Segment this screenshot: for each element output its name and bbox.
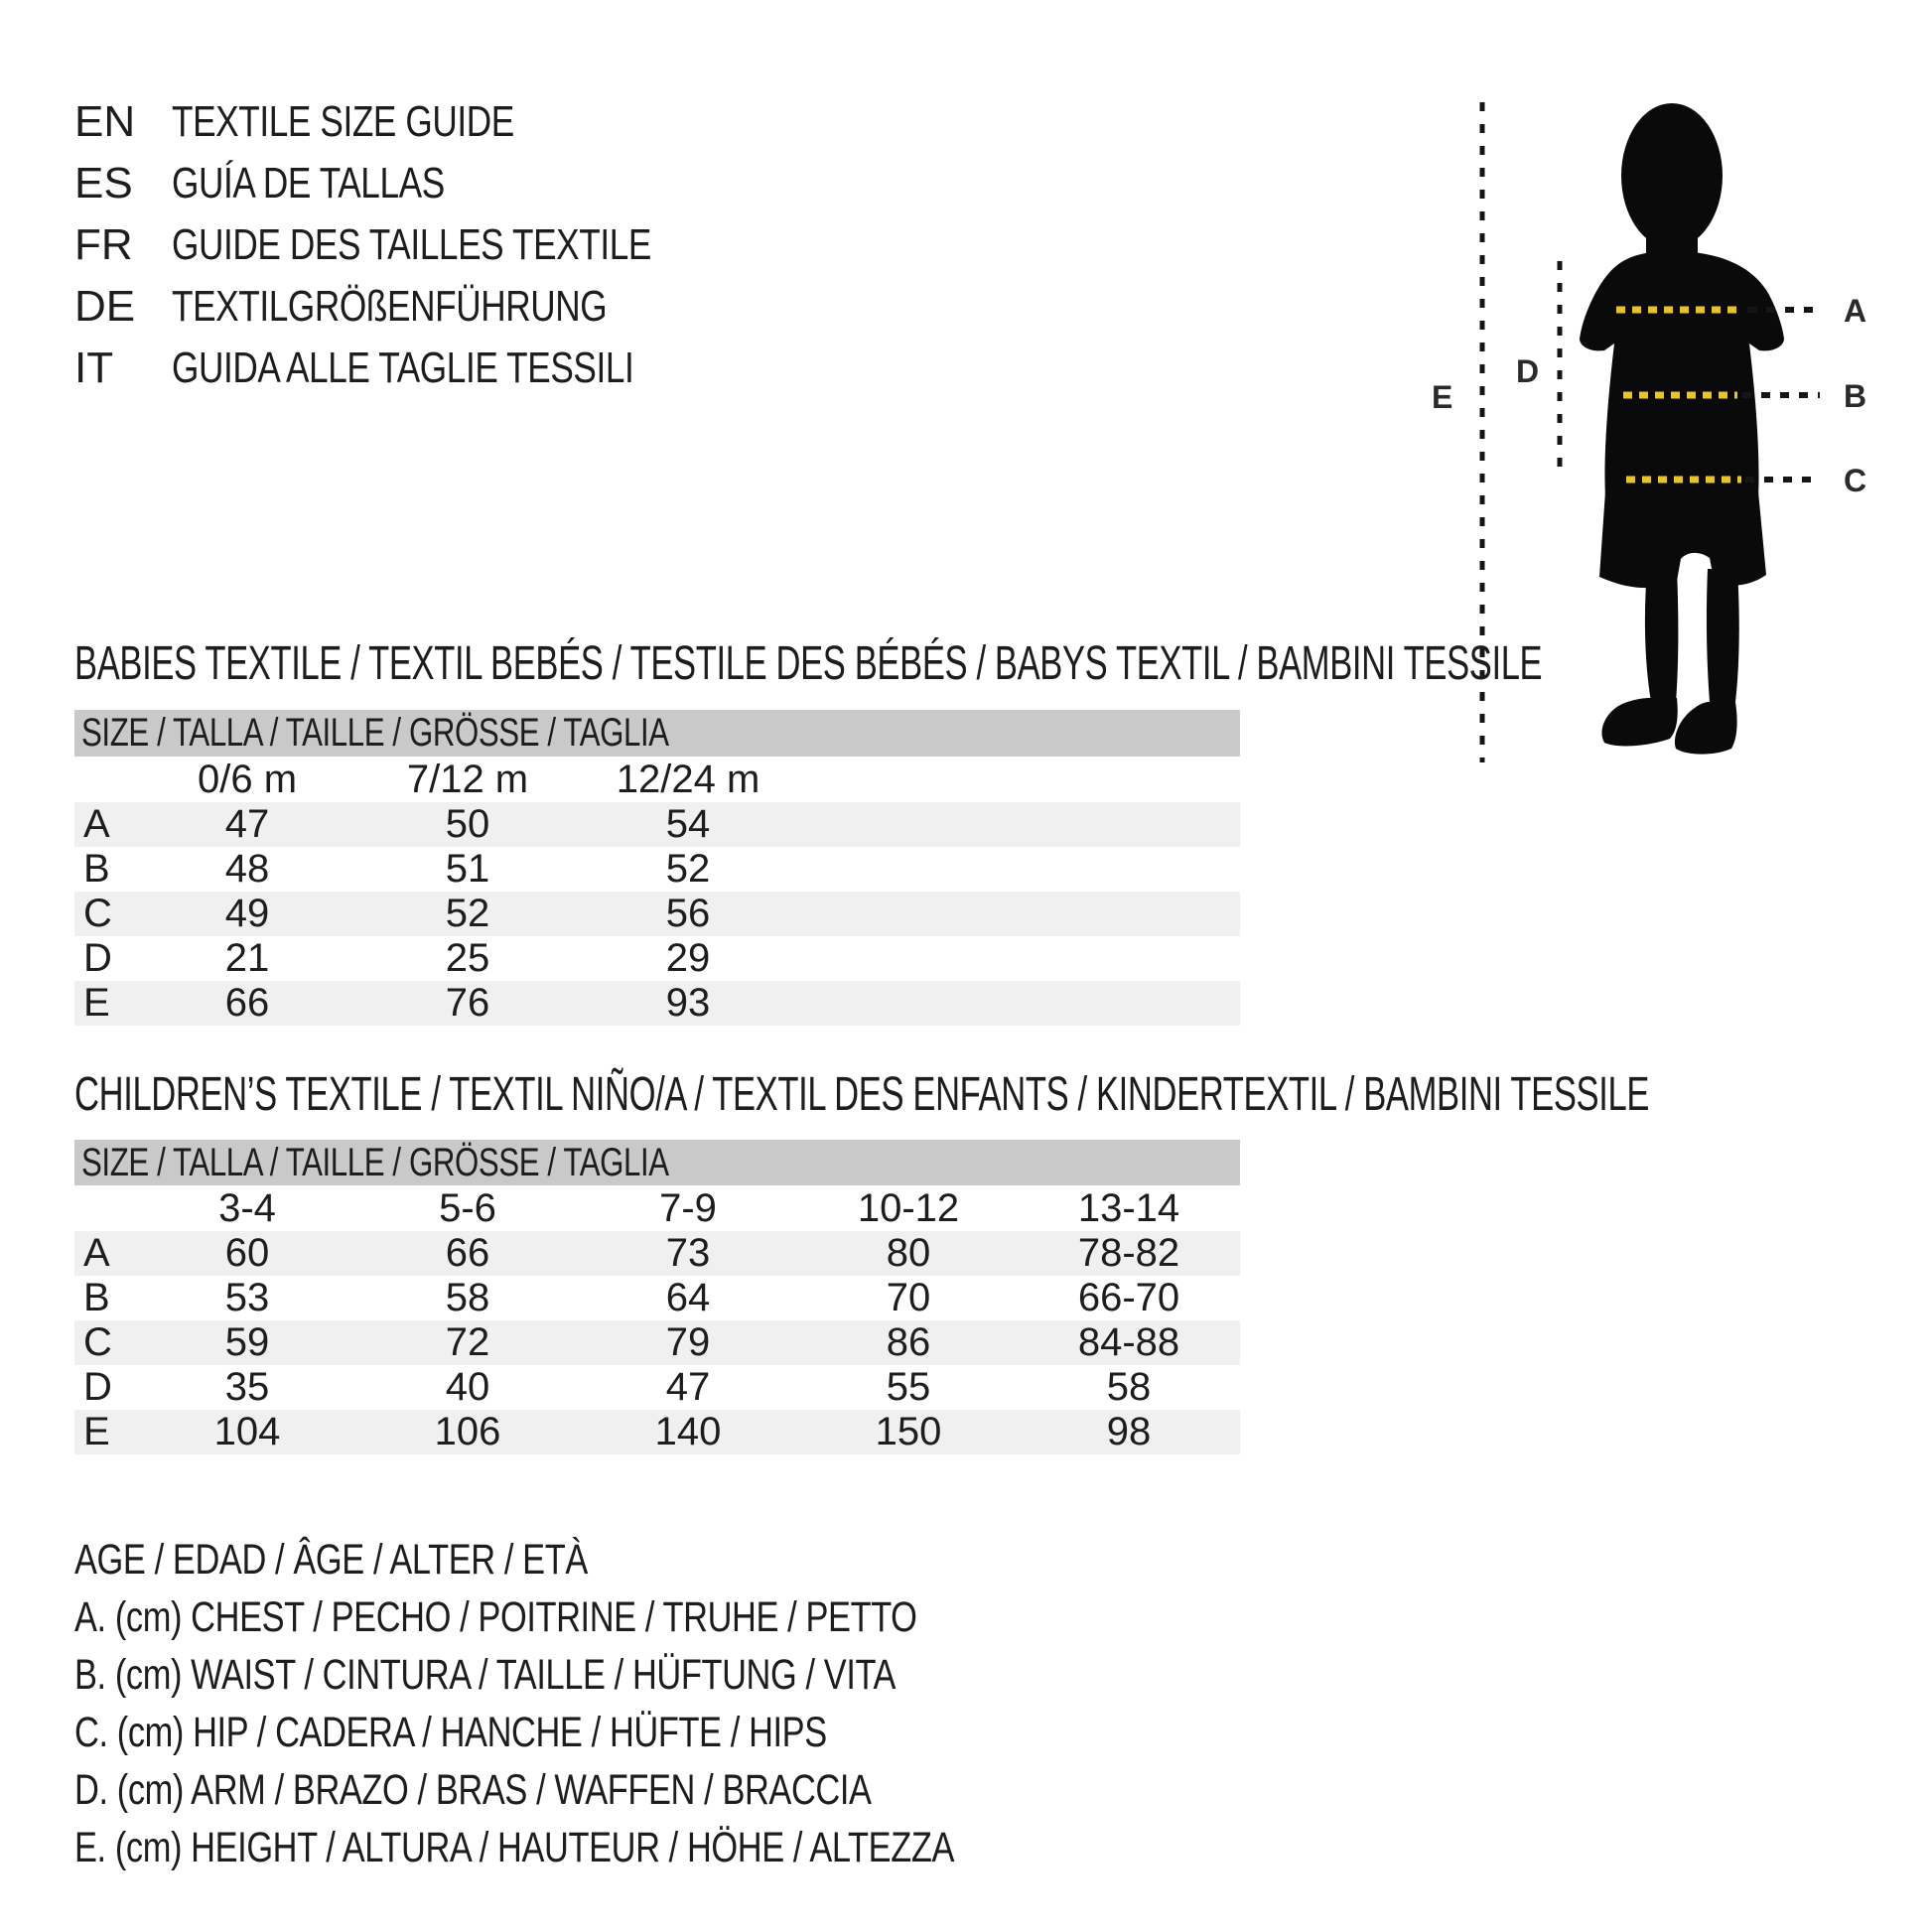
column-header: 13-14 [1077,1185,1180,1230]
language-header [74,91,771,399]
lang-code: DE [74,282,136,331]
row-label: D [83,1365,112,1409]
table-row [74,1365,1240,1410]
row-label: E [83,1410,110,1453]
cell: 25 [445,936,490,980]
cell: 55 [886,1365,931,1409]
lang-row-es [74,153,771,214]
label-e: E [1432,379,1453,415]
cell: 50 [445,802,490,846]
cell: 29 [665,936,711,980]
label-c: C [1844,463,1867,498]
label-a: A [1844,293,1867,329]
column-header: 3-4 [218,1185,276,1230]
children-size-header-bar: SIZE / TALLA / TAILLE / GRÖSSE / TAGLIA [74,1140,1240,1185]
column-header: 5-6 [439,1185,496,1230]
cell: 54 [665,802,711,846]
row-label: E [83,981,110,1025]
lang-row-it [74,338,771,399]
lang-title: GUIDE DES TAILLES TEXTILE [172,220,651,269]
legend-height: E. (cm) HEIGHT / ALTURA / HAUTEUR / HÖHE / ALTEZZA [74,1823,954,1871]
cell: 52 [445,892,490,935]
legend-age: AGE / EDAD / ÂGE / ALTER / ETÀ [74,1535,588,1584]
cell: 58 [445,1276,490,1319]
cell: 79 [665,1320,711,1364]
children-table [74,1140,1240,1454]
cell: 51 [445,847,490,891]
cell: 48 [224,847,270,891]
babies-column-headers [74,757,1240,802]
row-label: B [83,847,110,891]
row-label: D [83,936,112,980]
table-row [74,981,1240,1026]
cell: 52 [665,847,711,891]
label-b: B [1844,378,1867,414]
cell: 78-82 [1077,1231,1180,1275]
lang-title: GUIDA ALLE TAGLIE TESSILI [172,344,634,392]
cell: 21 [224,936,270,980]
cell: 76 [445,981,490,1025]
lang-row-de [74,276,771,338]
babies-table [74,710,1240,1026]
lang-code: FR [74,220,133,269]
lang-code: IT [74,344,114,392]
lang-title: TEXTILE SIZE GUIDE [172,97,514,146]
lang-row-fr [74,214,771,276]
cell: 35 [224,1365,270,1409]
table-row [74,892,1240,936]
column-header: 12/24 m [616,757,760,801]
cell: 104 [213,1410,281,1453]
cell: 56 [665,892,711,935]
cell: 53 [224,1276,270,1319]
table-row [74,847,1240,892]
lang-title: TEXTILGRÖßENFÜHRUNG [172,282,608,331]
table-row [74,802,1240,847]
cell: 150 [875,1410,942,1453]
cell: 72 [445,1320,490,1364]
legend-hip: C. (cm) HIP / CADERA / HANCHE / HÜFTE / HIPS [74,1708,827,1756]
column-header: 10-12 [857,1185,960,1230]
cell: 64 [665,1276,711,1319]
cell: 49 [224,892,270,935]
cell: 66-70 [1077,1276,1180,1319]
babies-heading: BABIES TEXTILE / TEXTIL BEBÉS / TESTILE DES BÉBÉS / BABYS TEXTIL / BAMBINI TESSILE [74,637,1543,690]
row-label: A [83,1231,110,1275]
legend-arm: D. (cm) ARM / BRAZO / BRAS / WAFFEN / BRACCIA [74,1765,872,1814]
cell: 86 [886,1320,931,1364]
table-row [74,1410,1240,1454]
lang-code: ES [74,159,133,207]
column-header: 7/12 m [406,757,529,801]
cell: 140 [654,1410,722,1453]
children-column-headers [74,1185,1240,1231]
row-label: A [83,802,110,846]
lang-title: GUÍA DE TALLAS [172,159,445,207]
cell: 98 [1106,1410,1152,1453]
cell: 106 [434,1410,501,1453]
legend-chest: A. (cm) CHEST / PECHO / POITRINE / TRUHE / PETTO [74,1592,917,1641]
cell: 60 [224,1231,270,1275]
babies-size-header-bar: SIZE / TALLA / TAILLE / GRÖSSE / TAGLIA [74,710,1240,757]
table-row [74,1231,1240,1276]
cell: 80 [886,1231,931,1275]
column-header: 0/6 m [197,757,298,801]
cell: 58 [1106,1365,1152,1409]
lang-code: EN [74,97,136,146]
cell: 40 [445,1365,490,1409]
row-label: C [83,1320,112,1364]
label-d: D [1516,353,1540,389]
cell: 47 [224,802,270,846]
legend-waist: B. (cm) WAIST / CINTURA / TAILLE / HÜFTUNG / VITA [74,1650,897,1699]
cell: 70 [886,1276,931,1319]
table-row [74,1320,1240,1365]
lang-row-en [74,91,771,153]
cell: 47 [665,1365,711,1409]
cell: 59 [224,1320,270,1364]
cell: 84-88 [1077,1320,1180,1364]
row-label: C [83,892,112,935]
cell: 93 [665,981,711,1025]
cell: 66 [224,981,270,1025]
table-row [74,1276,1240,1320]
measurement-legend [74,1531,1174,1876]
children-heading: CHILDREN’S TEXTILE / TEXTIL NIÑO/A / TEXTIL DES ENFANTS / KINDERTEXTIL / BAMBINI TESSILE [74,1068,1650,1121]
row-label: B [83,1276,110,1319]
cell: 73 [665,1231,711,1275]
table-row [74,936,1240,981]
column-header: 7-9 [659,1185,717,1230]
cell: 66 [445,1231,490,1275]
